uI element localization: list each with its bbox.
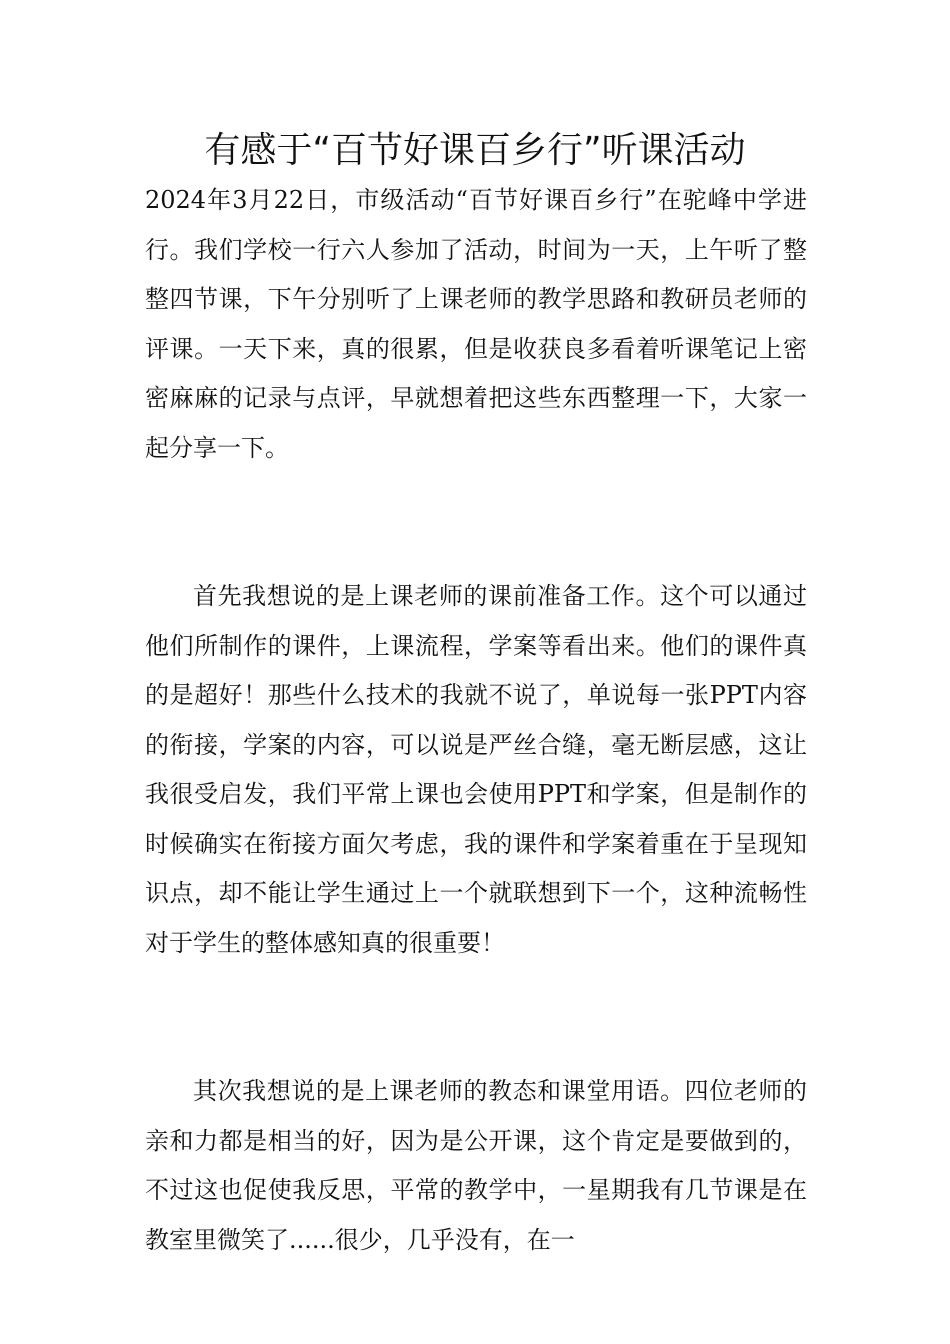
- paragraph-spacer: [145, 968, 807, 1067]
- document-body: [145, 176, 807, 1265]
- paragraph-teaching-manner: 其次我想说的是上课老师的教态和课堂用语。四位老师的亲和力都是相当的好，因为是公开课，这个肯定是要做到的，不过这也促使我反思，平常的教学中，一星期我有几节课是在教室里微笑了......很少，几乎没有，在一: [145, 1077, 807, 1254]
- document-title: 有感于“百节好课百乡行”听课活动: [204, 130, 746, 171]
- paragraph-preparation: 首先我想说的是上课老师的课前准备工作。这个可以通过他们所制作的课件，上课流程，学案等看出来。他们的课件真的是超好！那些什么技术的我就不说了，单说每一张PPT内容的衔接，学案的内容，可以说是严丝合缝，毫无断层感，这让我很受启发，我们平常上课也会使用PPT和学案，但是制作的时候确实在衔接方面欠考虑，我的课件和学案着重在于呈现知识点，却不能让学生通过上一个就联想到下一个，这种流畅性对于学生的整体感知真的很重要！: [145, 582, 807, 957]
- paragraph-spacer: [145, 473, 807, 572]
- paragraph-intro: 2024年3月22日，市级活动“百节好课百乡行”在驼峰中学进行。我们学校一行六人参加了活动，时间为一天，上午听了整整四节课，下午分别听了上课老师的教学思路和教研员老师的评课。一天下来，真的很累，但是收获良多看着听课笔记上密密麻麻的记录与点评，早就想着把这些东西整理一下，大家一起分享一下。: [145, 186, 807, 462]
